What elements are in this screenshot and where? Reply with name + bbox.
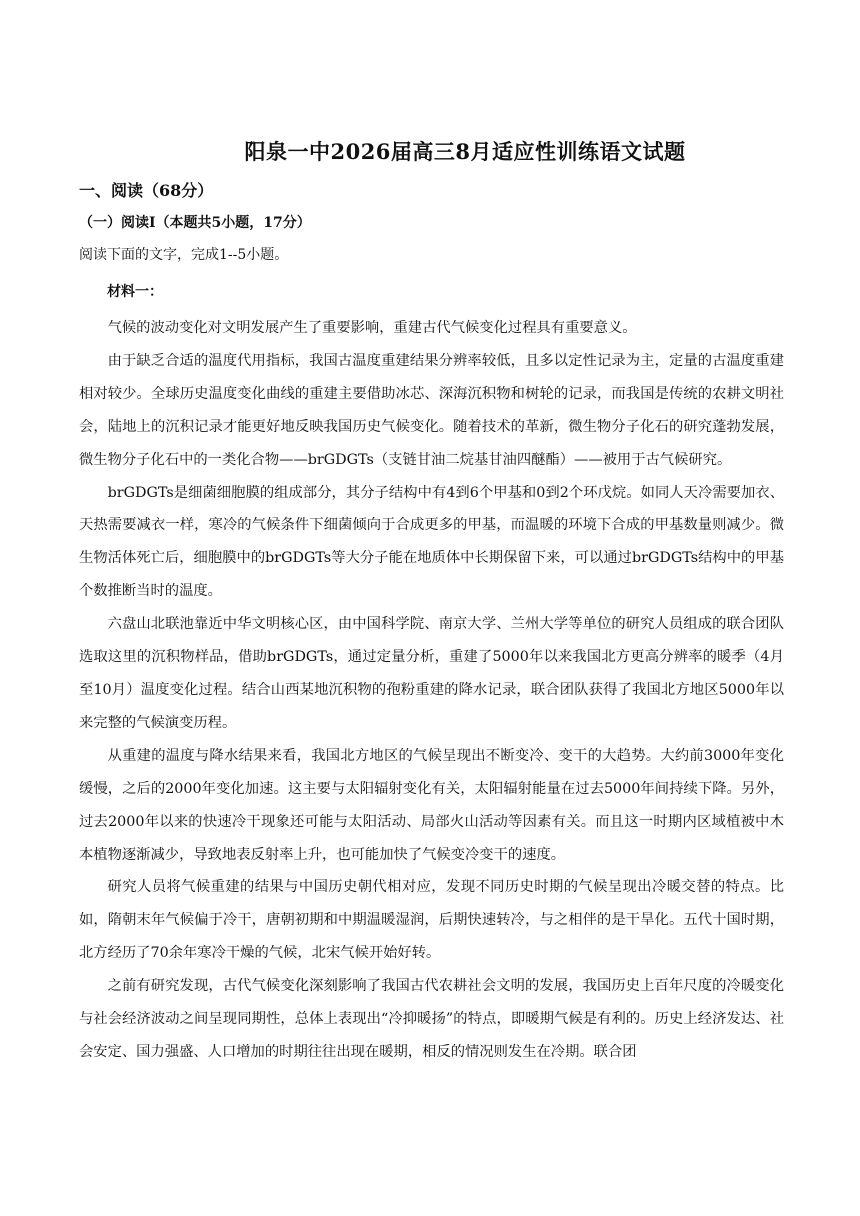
paragraph: brGDGTs是细菌细胞膜的组成部分，其分子结构中有4到6个甲基和0到2个环戊烷。如同人天冷需要加衣、天热需要减衣一样，寒冷的气候条件下细菌倾向于合成更多的甲基，而温暖的环境下合成的甲基数量则减少。微生物活体死亡后，细胞膜中的brGDGTs等大分子能在地质体中长期保留下来，可以通过brGDGTs结构中的甲基个数推断当时的温度。 [79, 484, 784, 600]
material-label: 材料一： [107, 284, 163, 300]
paragraph: 从重建的温度与降水结果来看，我国北方地区的气候呈现出不断变冷、变干的大趋势。大约前3000年变化缓慢，之后的2000年变化加速。这主要与太阳辐射变化有关，太阳辐射能量在过去5000年间持续下降。另外，过去2000年以来的快速冷干现象还可能与太阳活动、局部火山活动等因素有关。而且这一时期内区域植被中木本植物逐渐减少，导致地表反射率上升，也可能加快了气候变冷变干的速度。 [79, 747, 784, 863]
instruction-text: 阅读下面的文字，完成1--5小题。 [79, 247, 289, 263]
paragraph: 气候的波动变化对文明发展产生了重要影响，重建古代气候变化过程具有重要意义。 [107, 320, 637, 336]
subsection-heading: （一）阅读Ⅰ（本题共5小题，17分） [79, 215, 311, 231]
document-title: 阳泉一中2026届高三8月适应性训练语文试题 [244, 139, 686, 164]
paragraph: 六盘山北联池靠近中华文明核心区，由中国科学院、南京大学、兰州大学等单位的研究人员组成的联合团队选取这里的沉积物样品，借助brGDGTs，通过定量分析，重建了5000年以来我国北方更高分辨率的暖季（4月至10月）温度变化过程。结合山西某地沉积物的孢粉重建的降水记录，联合团队获得了我国北方地区5000年以来完整的气候演变历程。 [79, 616, 784, 731]
paragraph: 之前有研究发现，古代气候变化深刻影响了我国古代农耕社会文明的发展，我国历史上百年尺度的冷暖变化与社会经济波动之间呈现同期性，总体上表现出“冷抑暖扬”的特点，即暖期气候是有利的。历史上经济发达、社会安定、国力强盛、人口增加的时期往往出现在暖期，相反的情况则发生在冷期。联合团 [79, 978, 784, 1060]
section-heading: 一、阅读（68分） [79, 181, 214, 200]
paragraph: 研究人员将气候重建的结果与中国历史朝代相对应，发现不同历史时期的气候呈现出冷暖交替的特点。比如，隋朝末年气候偏于冷干，唐朝初期和中期温暖湿润，后期快速转冷，与之相伴的是干旱化。五代十国时期，北方经历了70余年寒冷干燥的气候，北宋气候开始好转。 [79, 879, 784, 962]
paragraph: 由于缺乏合适的温度代用指标，我国古温度重建结果分辨率较低，且多以定性记录为主，定量的古温度重建相对较少。全球历史温度变化曲线的重建主要借助冰芯、深海沉积物和树轮的记录，而我国是传统的农耕文明社会，陆地上的沉积记录才能更好地反映我国历史气候变化。随着技术的革新，微生物分子化石的研究蓬勃发展，微生物分子化石中的一类化合物——brGDGTs（支链甘油二烷基甘油四醚酯）——被用于古气候研究。 [79, 352, 784, 468]
passage-body [79, 312, 784, 1069]
